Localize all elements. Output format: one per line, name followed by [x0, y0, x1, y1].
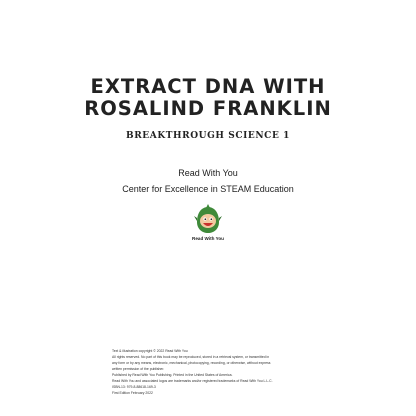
- copyright-block: [112, 348, 312, 396]
- series-subtitle: BREAKTHROUGH SCIENCE 1: [125, 131, 291, 141]
- book-title-line-1: EXTRACT DNA WITH: [90, 75, 326, 98]
- book-title-line-2: ROSALIND FRANKLIN: [84, 97, 332, 120]
- copyright-line: written permission of the publisher.: [112, 367, 165, 371]
- copyright-line: Read With You and associated logos are trademarks and/or registered trademarks of Read With You L.L.C.: [112, 379, 273, 383]
- publisher-name: Read With You: [178, 168, 238, 178]
- copyright-line: Published by Read With You Publishing. Printed in the United States of America.: [112, 373, 233, 377]
- copyright-line: First Edition February 2022: [112, 391, 153, 395]
- read-with-you-logo-icon: [193, 204, 223, 236]
- logo-caption: Read With You: [192, 236, 224, 241]
- copyright-line: any form or by any means, electronic, mechanical, photocopying, recording, or otherwise, without express: [112, 361, 271, 365]
- copyright-line: All rights reserved. No part of this book may be reproduced, stored in a retrieval system, or transmitted in: [112, 355, 270, 359]
- copyright-line: Text & illustration copyright © 2022 Read With You: [112, 349, 188, 353]
- copyright-line: ISBN-13: 979-8-88618-169-3: [112, 385, 156, 389]
- publisher-center: Center for Excellence in STEAM Education: [122, 184, 294, 194]
- logo-graphic: [193, 204, 223, 236]
